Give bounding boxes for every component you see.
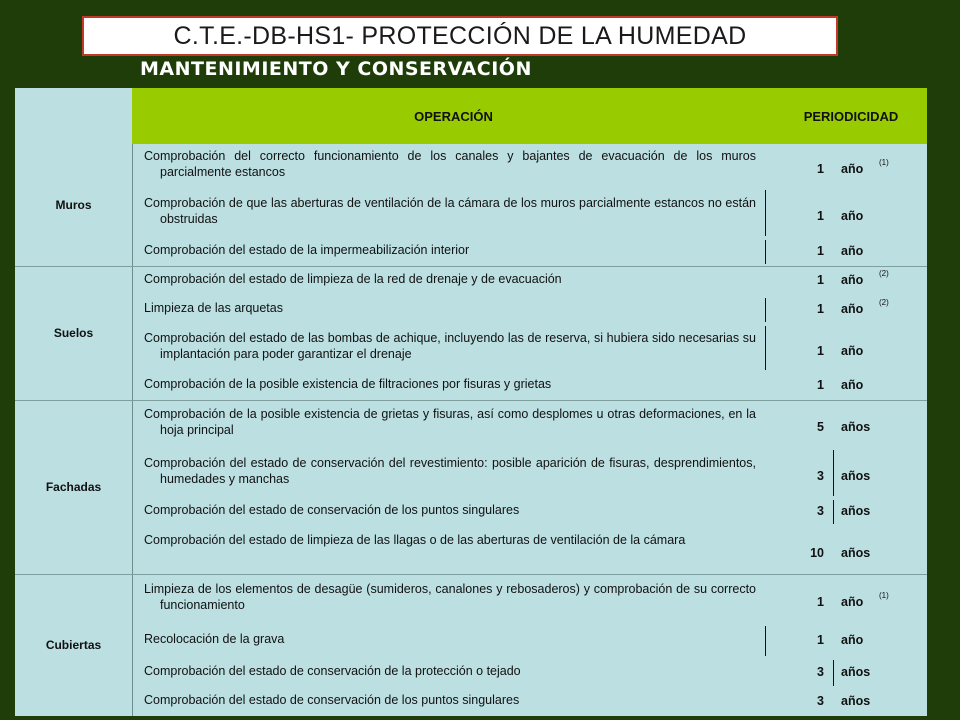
group-label: Cubiertas <box>45 638 102 652</box>
periodicity-footnote: (2) <box>879 298 889 307</box>
operation-text: Comprobación del estado de las bombas de achique, incluyendo las de reserva, si hubiera sido necesarias su implantación para poder garantizar el drenaje <box>144 331 756 361</box>
cell-divider-mark <box>765 326 766 370</box>
operation-text: Comprobación del estado de conservación del revestimiento: posible aparición de fisuras, desprendimientos, humedades y manchas <box>144 456 756 486</box>
periodicity-unit: año <box>841 302 864 316</box>
group-separator <box>15 574 927 575</box>
periodicity-unit: años <box>841 469 871 483</box>
periodicity-number: 1 <box>817 209 824 223</box>
periodicity-unit: años <box>841 546 871 560</box>
periodicity-footnote: (1) <box>879 591 889 600</box>
cell-divider-mark <box>765 298 766 322</box>
periodicity-number: 1 <box>817 633 824 647</box>
header-periodicity: PERIODICIDAD <box>775 88 927 144</box>
operation-text: Comprobación del correcto funcionamiento de los canales y bajantes de evacuación de los muros parcialmente estancos <box>144 149 756 179</box>
header-operation: OPERACIÓN <box>132 88 775 144</box>
operation-text: Comprobación de la posible existencia de grietas y fisuras, así como desplomes u otras deformaciones, en la hoja principal <box>144 407 756 437</box>
periodicity-unit: años <box>841 420 871 434</box>
periodicity-number: 1 <box>817 273 824 287</box>
slide-title: C.T.E.-DB-HS1- PROTECCIÓN DE LA HUMEDAD <box>82 16 838 56</box>
operation-text: Comprobación del estado de conservación de la protección o tejado <box>144 664 521 678</box>
operation-text: Comprobación de la posible existencia de filtraciones por fisuras y grietas <box>144 377 552 391</box>
group-label: Muros <box>55 198 92 212</box>
periodicity-number: 3 <box>817 694 824 708</box>
periodicity-number: 1 <box>817 595 824 609</box>
cell-divider-mark <box>765 626 766 656</box>
periodicity-unit: año <box>841 633 864 647</box>
periodicity-number: 1 <box>817 302 824 316</box>
periodicity-footnote: (1) <box>879 158 889 167</box>
group-separator <box>15 400 927 401</box>
operation-text: Comprobación de que las aberturas de ventilación de la cámara de los muros parcialmente estancos no están obstruidas <box>144 196 756 226</box>
operation-text: Recolocación de la grava <box>144 632 285 646</box>
periodicity-unit: año <box>841 273 864 287</box>
periodicity-unit: año <box>841 209 864 223</box>
cell-divider-mark <box>833 450 834 496</box>
group-label: Suelos <box>53 326 94 340</box>
maintenance-table <box>15 88 927 716</box>
cell-divider-mark <box>765 240 766 264</box>
operation-text: Limpieza de los elementos de desagüe (sumideros, canalones y rebosaderos) y comprobación de su correcto funcionamiento <box>144 582 756 612</box>
periodicity-unit: año <box>841 595 864 609</box>
operation-text: Comprobación del estado de conservación de los puntos singulares <box>144 693 520 707</box>
operation-text: Limpieza de las arquetas <box>144 301 283 315</box>
cell-divider-mark <box>833 500 834 524</box>
periodicity-unit: años <box>841 504 871 518</box>
group-separator <box>15 266 927 267</box>
periodicity-number: 3 <box>817 469 824 483</box>
periodicity-number: 3 <box>817 504 824 518</box>
operation-text: Comprobación del estado de limpieza de las llagas o de las aberturas de ventilación de la cámara <box>144 533 686 547</box>
periodicity-footnote: (2) <box>879 269 889 278</box>
periodicity-unit: años <box>841 665 871 679</box>
column-divider <box>132 144 133 716</box>
cell-divider-mark <box>833 660 834 686</box>
operation-text: Comprobación del estado de limpieza de la red de drenaje y de evacuación <box>144 272 562 286</box>
operation-text: Comprobación del estado de conservación de los puntos singulares <box>144 503 520 517</box>
periodicity-number: 1 <box>817 162 824 176</box>
periodicity-unit: año <box>841 344 864 358</box>
periodicity-number: 1 <box>817 344 824 358</box>
periodicity-number: 10 <box>810 546 824 560</box>
header-corner <box>15 88 132 144</box>
periodicity-number: 1 <box>817 378 824 392</box>
periodicity-unit: años <box>841 694 871 708</box>
operation-text: Comprobación del estado de la impermeabilización interior <box>144 243 470 257</box>
periodicity-number: 5 <box>817 420 824 434</box>
periodicity-unit: año <box>841 162 864 176</box>
periodicity-unit: año <box>841 244 864 258</box>
periodicity-number: 3 <box>817 665 824 679</box>
cell-divider-mark <box>765 190 766 236</box>
periodicity-unit: año <box>841 378 864 392</box>
group-label: Fachadas <box>45 480 102 494</box>
periodicity-number: 1 <box>817 244 824 258</box>
slide-subtitle: MANTENIMIENTO Y CONSERVACIÓN <box>140 58 532 80</box>
